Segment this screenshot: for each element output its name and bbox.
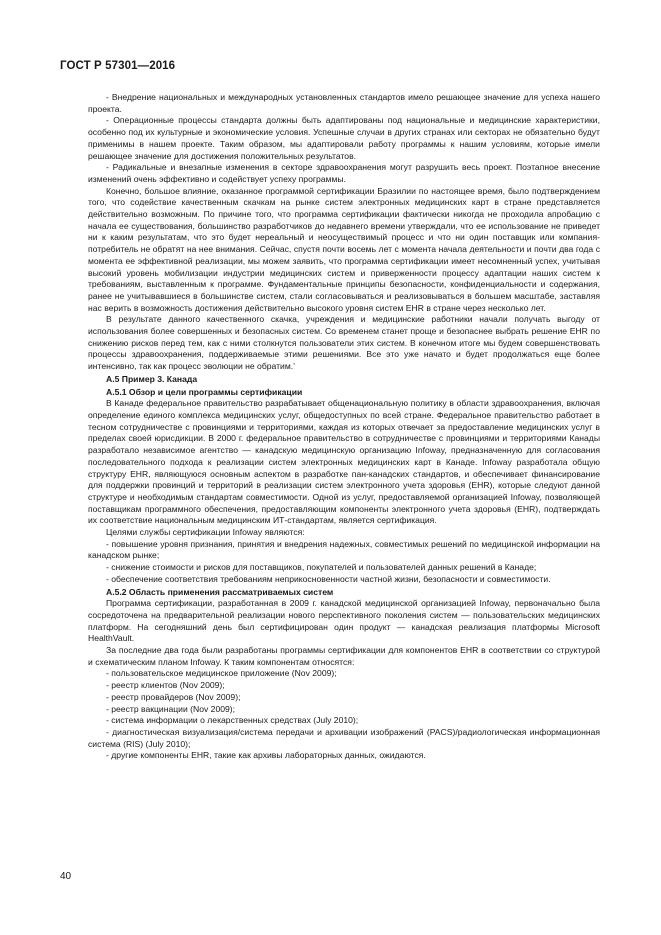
list-item: - реестр вакцинации (Nov 2009);: [106, 703, 236, 714]
paragraph: Программа сертификации, разработанная в 2009 г. канадской медицинской организацией Infoway, первоначально была сосредоточена на предварительной реализации нового перспективного поколения систем — пользовательских медицинских платформ. На сегодняшний день был сертифицирован один продукт — канадская реализация платформы Microsoft HealthVault.: [88, 598, 600, 644]
paragraph: Конечно, большое влияние, оказанное программой сертификации Бразилии по настоящее время, было подтверждением того, что содействие качественным скачкам на рынке систем электронных медицинских карт в стране представляется действительно возможным. По причине того, что программа сертификации фактически никогда не проходила апробацию с начала ее существования, большинство разработчиков до недавнего времени утверждали, что ее использование не приведет ни к каким результатам, что это будет нереальный и неосуществимый процесс и что ни один поставщик или компания-потребитель не обратят на нее внимания. Сейчас, спустя почти восемь лет с момента начала деятельности и почти два года с момента ее эффективной реализации, мы можем заявить, что программа сертификации имеет несомненный успех, учитывая высокий уровень мобилизации индустрии медицинских систем и приверженности процессу адаптации наших систем к требованиям, выставленным к программе. Фундаментальные принципы безопасности, конфиденциальности и содержания, ранее не учитывавшиеся в большинстве систем, стали согласовываться и реализовываться в большем масштабе, заставляя нас верить в возможность достижения действительно высокого уровня систем EHR в стране через несколько лет.: [88, 185, 600, 313]
paragraph: - Радикальные и внезапные изменения в секторе здравоохранения могут разрушить весь проект. Поэтапное внесение изменений очень эффективно и содействует успеху программы.: [88, 162, 600, 184]
list-item: - обеспечение соответствия требованиям неприкосновенности частной жизни, безопасности и совместимости.: [106, 573, 551, 584]
list-item: - реестр клиентов (Nov 2009);: [106, 680, 225, 691]
list-item: - пользовательское медицинское приложение (Nov 2009);: [106, 668, 337, 679]
paragraph: - Внедрение национальных и международных установленных стандартов имело решающее значение для успеха нашего проекта.: [88, 92, 600, 114]
paragraph: В Канаде федеральное правительство разрабатывает общенациональную политику в области здравоохранения, включая определение единого комплекса медицинских услуг, общедоступных по всей стране. Федеральное правительство работает в тесном сотрудничестве с провинциями и территориями, каждая из которых отвечает за предоставление медицинских услуг в пределах своей юрисдикции. В 2000 г. федеральное правительство в сотрудничестве с провинциями и территориями Канады разработало независимое агентство — канадскую медицинскую организацию Infoway, предназначенную для согласования последовательного подхода к реализации систем электронных медицинских карт в Канаде. Infoway разработала общую структуру EHR, являющуюся основным аспектом в разработке пан-канадских стандартов, и обеспечивает финансирование для поддержки провинций и территорий в реализации систем электронного учета здоровья (EHR), которые следуют данной структуре и необходимым стандартам совместимости. Одной из услуг, предоставляемой организацией Infoway, позволяющей поставщикам программного обеспечения, предоставляющим компоненты электронного учета здоровья (EHR), подтверждать их соответствие национальным медицинским ИТ-стандартам, является сертификация.: [88, 398, 600, 526]
subsection-heading: А.5.1 Обзор и цели программы сертификации: [106, 386, 303, 397]
list-item: - другие компоненты EHR, такие как архивы лабораторных данных, ожидаются.: [106, 750, 426, 761]
document-body: [88, 92, 600, 762]
list-item: - реестр провайдеров (Nov 2009);: [106, 691, 241, 702]
list-item: - повышение уровня признания, принятия и внедрения надежных, совместимых решений по медицинской информации на канадском рынке;: [88, 538, 600, 561]
list-item: - снижение стоимости и рисков для поставщиков, покупателей и пользователей данных решений в Канаде;: [106, 562, 537, 573]
paragraph: В результате данного качественного скачка, учреждения и медицинские работники начали получать выгоду от использования более совершенных и безопасных систем. Со временем станет проще и безопаснее выбрать решение EHR по снижению рисков перед тем, как с ними столкнутся пользователи этих систем. В конечном итоге мы будем совершенствовать процессы здравоохранения, поддерживаемые этими решениями. Все это уже начато и будет продолжаться еще более интенсивно, так как процесс эволюции не обратим.’: [88, 314, 600, 372]
document-header: ГОСТ Р 57301—2016: [60, 60, 176, 72]
list-item: - система информации о лекарственных средствах (July 2010);: [106, 715, 359, 726]
section-heading: А.5 Пример 3. Канада: [106, 373, 198, 384]
subsection-heading: А.5.2 Область применения рассматриваемых систем: [106, 586, 334, 597]
list-item: - диагностическая визуализация/система передачи и архивации изображений (PACS)/радиологическая информационная система (RIS) (July 2010);: [88, 726, 600, 749]
paragraph: За последние два года были разработаны программы сертификации для компонентов EHR в соответствии со структурой и схематическим планом Infoway. К таким компонентам относятся:: [88, 645, 600, 667]
paragraph: Целями службы сертификации Infoway являются:: [106, 527, 305, 538]
page-number: 40: [60, 871, 72, 882]
paragraph: - Операционные процессы стандарта должны быть адаптированы под национальные и медицинские характеристики, особенно под их культурные и экономические условия. Успешные случаи в других странах или секторах не обязательно будут применимы в нашем проекте. Таким образом, мы адаптировали работу программы к нашим условиям, которые имели решающее значение для достижения положительных результатов.: [88, 115, 600, 161]
